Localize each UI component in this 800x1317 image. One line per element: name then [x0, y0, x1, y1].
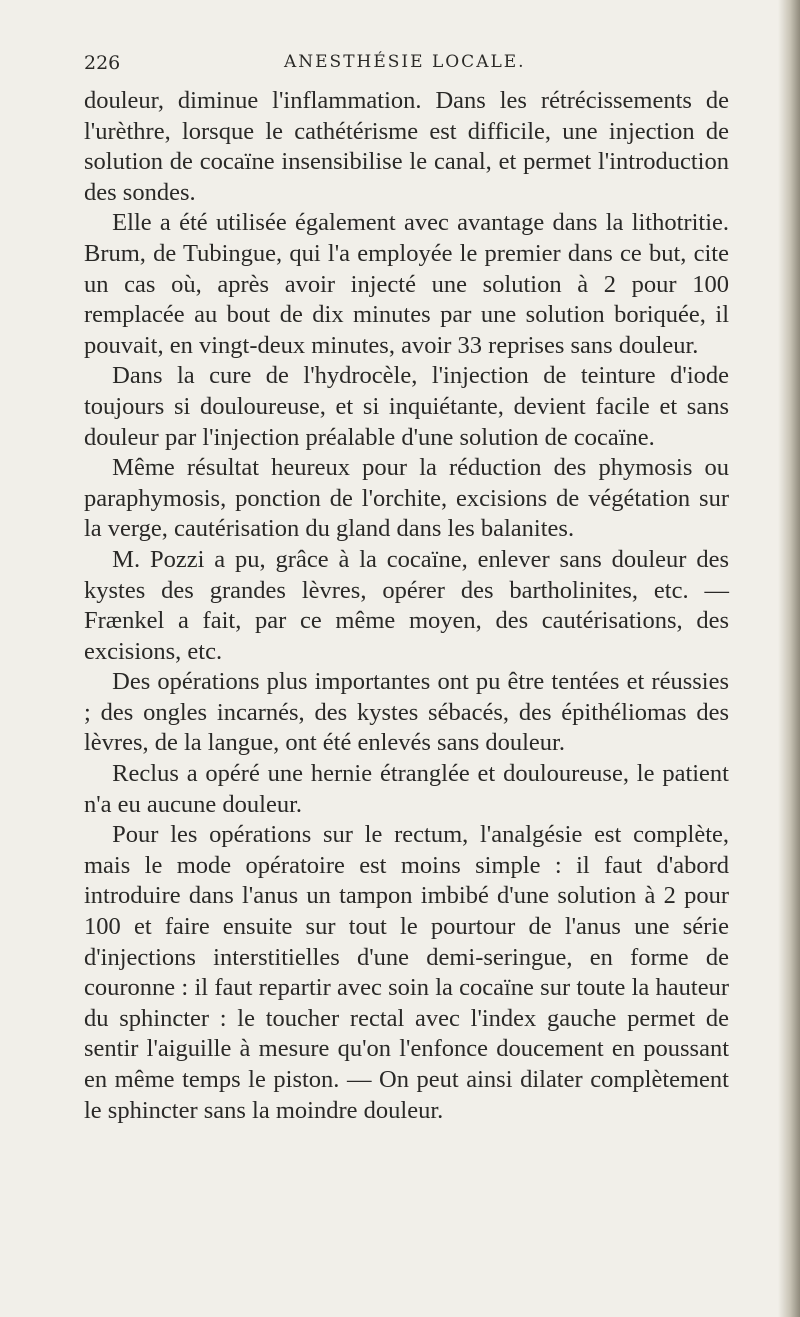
running-head [84, 46, 724, 80]
body-text [84, 86, 729, 1126]
page-edge-shadow [778, 0, 800, 1317]
paragraph-8: Pour les opérations sur le rectum, l'analgésie est complète, mais le mode opératoire est moins simple : il faut d'abord introduire dans l'anus un tampon imbibé d'une solution à 2 pour 100 et faire ensuite sur tout le pourtour de l'anus une série d'injections interstitielles d'une demi-seringue, en forme de couronne : il faut repartir avec soin la cocaïne sur toute la hauteur du sphincter : le toucher rectal avec l'index gauche permet de sentir l'aiguille à mesure qu'on l'enfonce doucement en poussant en même temps le piston. — On peut ainsi dilater complètement le sphincter sans la moindre douleur. [84, 821, 729, 1124]
paragraph-6: Des opérations plus importantes ont pu être tentées et réussies ; des ongles incarnés, des kystes sébacés, des épithéliomas des lèvres, de la langue, ont été enlevés sans douleur. [84, 668, 729, 757]
paragraph-5: M. Pozzi a pu, grâce à la cocaïne, enlever sans douleur des kystes des grandes lèvres, opérer des bartholinites, etc. — Frænkel a fait, par ce même moyen, des cautérisations, des excisions, etc. [84, 545, 729, 665]
paragraph-1: douleur, diminue l'inflammation. Dans les rétrécissements de l'urèthre, lorsque le cathétérisme est difficile, une injection de solution de cocaïne insensibilise le canal, et permet l'introduction des sondes. [84, 87, 729, 206]
paragraph-7: Reclus a opéré une hernie étranglée et douloureuse, le patient n'a eu aucune douleur. [84, 760, 729, 818]
paragraph-4: Même résultat heureux pour la réduction des phymosis ou paraphymosis, ponction de l'orchite, excisions de végétation sur la verge, cautérisation du gland dans les balanites. [84, 454, 729, 543]
paragraph-2: Elle a été utilisée également avec avantage dans la lithotritie. Brum, de Tubingue, qui l'a employée le premier dans ce but, cite un cas où, après avoir injecté une solution à 2 pour 100 remplacée au bout de dix minutes par une solution boriquée, il pouvait, en vingt-deux minutes, avoir 33 reprises sans douleur. [84, 209, 729, 359]
paragraph-3: Dans la cure de l'hydrocèle, l'injection de teinture d'iode toujours si douloureuse, et si inquiétante, devient facile et sans douleur par l'injection préalable d'une solution de cocaïne. [84, 362, 729, 451]
running-head-title: ANESTHÉSIE LOCALE. [284, 52, 526, 72]
page-number: 226 [84, 52, 121, 74]
